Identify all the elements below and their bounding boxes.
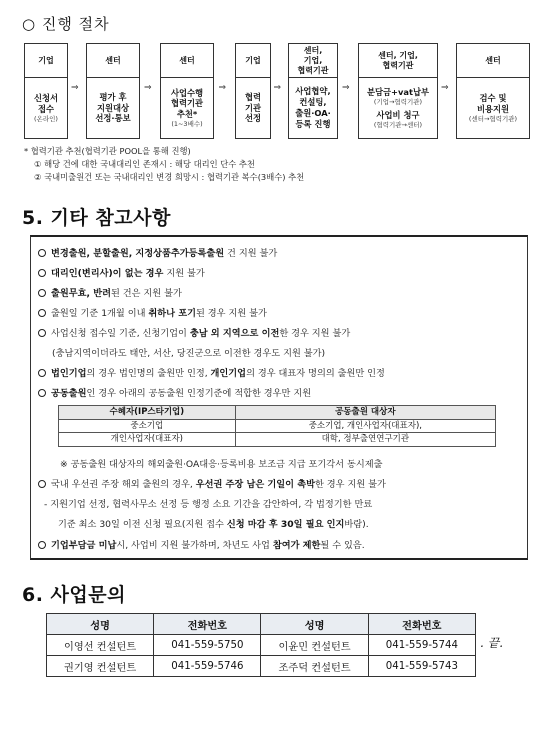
flow-step-head: 기업 [25,44,67,78]
note-dash-item-cont: 기준 최소 30일 이전 신청 필요(지원 접수 신청 마감 후 30일 필요 인지바람). [58,519,369,530]
process-note-2: ② 국내미출원건 또는 국내대리인 변경 희망시 : 협력기관 복수(3배수) 추천 [34,172,305,182]
flow-step-text: 사업협약, 컨설팅, 출원·OA· 등록 진행 [295,86,331,129]
arrow-right-icon: ⇒ [342,83,350,93]
section5-title: 5. 기타 참고사항 [22,207,171,229]
note-item: 국내 우선권 주장 해외 출원의 경우, 우선권 주장 남은 기일이 촉박한 경우 지원 불가 [38,476,386,490]
flow-step [24,43,68,139]
note-item: 변경출원, 분할출원, 지정상품추가등록출원 건 지원 불가 [38,245,277,259]
circle-bullet-icon [38,309,46,317]
joint-application-table [58,405,496,447]
arrow-right-icon: ⇒ [71,83,79,93]
flow-step-text: 검수 및 비용지원 [476,93,510,114]
flow-step-body [25,78,67,138]
contact-phone: 041-559-5746 [154,656,261,677]
table-row [59,419,496,433]
table-row [47,656,476,677]
contact-name: 권기영 컨설턴트 [47,656,154,677]
table-cell: 개인사업자(대표자) [59,433,236,447]
flow-step-body [359,78,437,138]
circle-bullet-icon [38,269,46,277]
arrow-right-icon: ⇒ [144,83,152,93]
note-item: 출원일 기준 1개월 이내 취하나 포기된 경우 지원 불가 [38,305,267,319]
flow-step-body [289,78,337,138]
circle-bullet-icon [38,480,46,488]
flow-step [288,43,338,139]
flow-step-subtext: (온라인) [34,114,58,123]
flow-step [86,43,140,139]
contact-table [46,613,476,677]
flow-step-text: 협력 기관 선정 [244,91,262,124]
circle-bullet-icon [38,369,46,377]
flow-step-text: 분담금+vat납부 [367,86,429,97]
table-cell: 중소기업 [59,419,236,433]
table-row [59,433,496,447]
table-header: 성명 [261,614,368,635]
flow-step-head: 센터, 기업, 협력기관 [359,44,437,78]
note-item-sub: (충남지역이더라도 태안, 서산, 당진군으로 이전한 경우도 지원 불가) [52,348,326,359]
table-header: 수혜자(IP스타기업) [59,406,236,420]
circle-bullet-icon [38,541,46,549]
flow-step-subtext: (센터→협력기관) [468,114,518,123]
flow-step-subtext: (기업→협력기관) [373,97,423,106]
end-mark: . 끝. [480,636,504,650]
arrow-right-icon: ⇒ [273,83,282,93]
contact-name: 이윤민 컨설턴트 [261,635,368,656]
table-header: 성명 [47,614,154,635]
process-note-1: ① 해당 건에 대한 국내대리인 존재시 : 해당 대리인 단수 추천 [34,159,255,169]
note-dash-item: - 지원기업 선정, 협력사무소 선정 등 행정 소요 기간을 감안하여, 각 법정기한 만료 [44,499,373,510]
note-item: 공동출원인 경우 아래의 공동출원 인정기준에 적합한 경우만 지원 [38,385,311,399]
circle-bullet-icon [38,289,46,297]
flow-step-body [87,78,139,138]
flow-step-body [457,78,529,138]
flow-step [358,43,438,139]
circle-bullet-icon [38,249,46,257]
flow-step-subtext: (1~3배수) [171,119,203,128]
contact-name: 이영선 컨설턴트 [47,635,154,656]
table-cell: 중소기업, 개인사업자(대표자), [235,419,495,433]
contact-phone: 041-559-5744 [368,635,475,656]
joint-note: ※ 공동출원 대상자의 해외출원·OA대응·등록비용 보조금 지급 포기각서 동시제출 [60,459,383,470]
flow-step-text: 신청서 접수 [33,93,59,114]
flow-step-text: 사업비 청구 [376,110,420,120]
table-cell: 대학, 정부출연연구기관 [235,433,495,447]
note-item: 기업부담금 미납시, 사업비 지원 불가하며, 차년도 사업 참여가 제한될 수 있음. [38,537,365,551]
table-header: 전화번호 [368,614,475,635]
flow-step-head: 센터 [161,44,213,78]
section6-title: 6. 사업문의 [22,584,126,606]
flow-step-text: 사업수행 협력기관 추천* [170,87,204,120]
note-item: 사업신청 접수일 기준, 신청기업이 충남 외 지역으로 이전한 경우 지원 불가 [38,325,350,339]
table-header: 공동출원 대상자 [235,406,495,420]
process-note: * 협력기관 추천(협력기관 POOL을 통해 진행) [24,146,191,156]
note-item: 대리인(변리사)이 없는 경우 지원 불가 [38,265,205,279]
flow-step-head: 센터 [457,44,529,78]
contact-phone: 041-559-5743 [368,656,475,677]
note-item: 출원무효, 반려된 건은 지원 불가 [38,285,182,299]
table-header: 전화번호 [154,614,261,635]
flow-step-subtext: (협력기관→센터) [373,120,423,129]
flow-step-head: 센터, 기업, 협력기관 [289,44,337,78]
note-item: 법인기업의 경우 법인명의 출원만 인정, 개인기업의 경우 대표자 명의의 출원만 인정 [38,365,385,379]
contact-phone: 041-559-5750 [154,635,261,656]
flow-step-head: 기업 [236,44,270,78]
circle-bullet-icon [38,329,46,337]
arrow-right-icon: ⇒ [441,83,449,93]
flow-step-body [236,78,270,138]
process-title: ○ 진행 절차 [22,15,110,33]
flow-step-text: 평가 후 지원대상 선정·통보 [95,91,131,124]
contact-name: 조주덕 컨설턴트 [261,656,368,677]
flow-step-head: 센터 [87,44,139,78]
flow-step [456,43,530,139]
flow-step-body [161,78,213,138]
circle-bullet-icon [38,389,46,397]
flow-step [160,43,214,139]
arrow-right-icon: ⇒ [218,83,227,93]
table-row [47,635,476,656]
flow-step [235,43,271,139]
